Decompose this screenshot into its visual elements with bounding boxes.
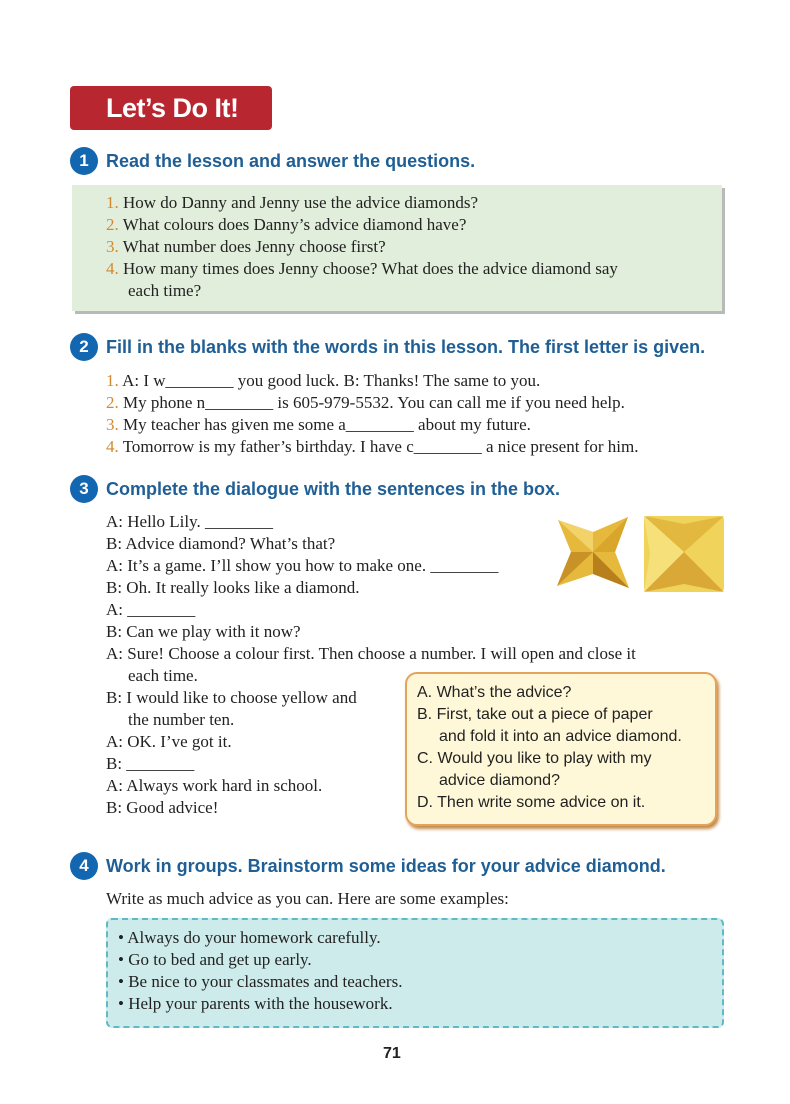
fill-blanks-list: [106, 370, 638, 458]
sentence-options-box: A. What’s the advice? B. First, take out a piece of paper and fold it into an advice diamond. C. Would you like to play with my advice diamond? D. Then write some advice on it.: [405, 672, 717, 826]
section-title: Let’s Do It!: [70, 86, 272, 130]
blank-item: 1. A: I w________ you good luck. B: Thanks! The same to you.: [106, 371, 541, 390]
option-b: B. First, take out a piece of paper: [417, 706, 653, 723]
question-cont: each time?: [128, 281, 202, 300]
exercise-number: 1: [70, 147, 98, 175]
page-number: 71: [383, 1045, 401, 1062]
examples-list: • Always do your homework carefully. • Go to bed and get up early. • Be nice to your classmates and teachers. • Help your parents with the housework.: [118, 928, 403, 1013]
blank-item: 3. My teacher has given me some a________ about my future.: [106, 415, 531, 434]
option-c: C. Would you like to play with my: [417, 750, 652, 767]
blank-item: 4. Tomorrow is my father’s birthday. I have c________ a nice present for him.: [106, 437, 639, 456]
exercise-3-heading: [70, 474, 560, 504]
exercise-number: 3: [70, 475, 98, 503]
exercise-number: 2: [70, 333, 98, 361]
exercise-2-heading: [70, 332, 705, 362]
option-d: D. Then write some advice on it.: [417, 794, 646, 811]
dialogue: A: Hello Lily. ________ B: Advice diamond? What’s that? A: It’s a game. I’ll show you how to make one. ________ B: Oh. It really looks like a diamond. A: ________ B: Can we play with it now? A: Sure! Choose a colour first. Then choose a number. I will open and close it each time. B: I would like to choose yellow and the number ten. A: OK. I’ve got it. B: ________ A: Always work hard in school. B: Good advice!: [106, 512, 636, 817]
heading-text: Complete the dialogue with the sentences in the box.: [106, 478, 561, 499]
question: 2. What colours does Danny’s advice diamond have?: [106, 215, 467, 234]
heading-text: Read the lesson and answer the questions.: [106, 150, 476, 171]
exercise-4-heading: [70, 851, 666, 881]
heading-text: Work in groups. Brainstorm some ideas for your advice diamond.: [106, 855, 666, 876]
exercise-4-intro: Write as much advice as you can. Here are some examples:: [106, 889, 509, 908]
exercise-1-heading: [70, 146, 475, 176]
exercise-number: 4: [70, 852, 98, 880]
blank-item: 2. My phone n________ is 605-979-5532. You can call me if you need help.: [106, 393, 625, 412]
advice-diamond-image-open: [640, 510, 728, 594]
option-a: A. What’s the advice?: [417, 684, 572, 701]
question: 3. What number does Jenny choose first?: [106, 237, 386, 256]
advice-diamond-image-closed: [553, 512, 633, 592]
question: 1. How do Danny and Jenny use the advice diamonds?: [106, 193, 479, 212]
question: 4. How many times does Jenny choose? What does the advice diamond say: [106, 259, 618, 278]
questions-list: [106, 192, 618, 302]
heading-text: Fill in the blanks with the words in this lesson. The first letter is given.: [106, 336, 706, 357]
